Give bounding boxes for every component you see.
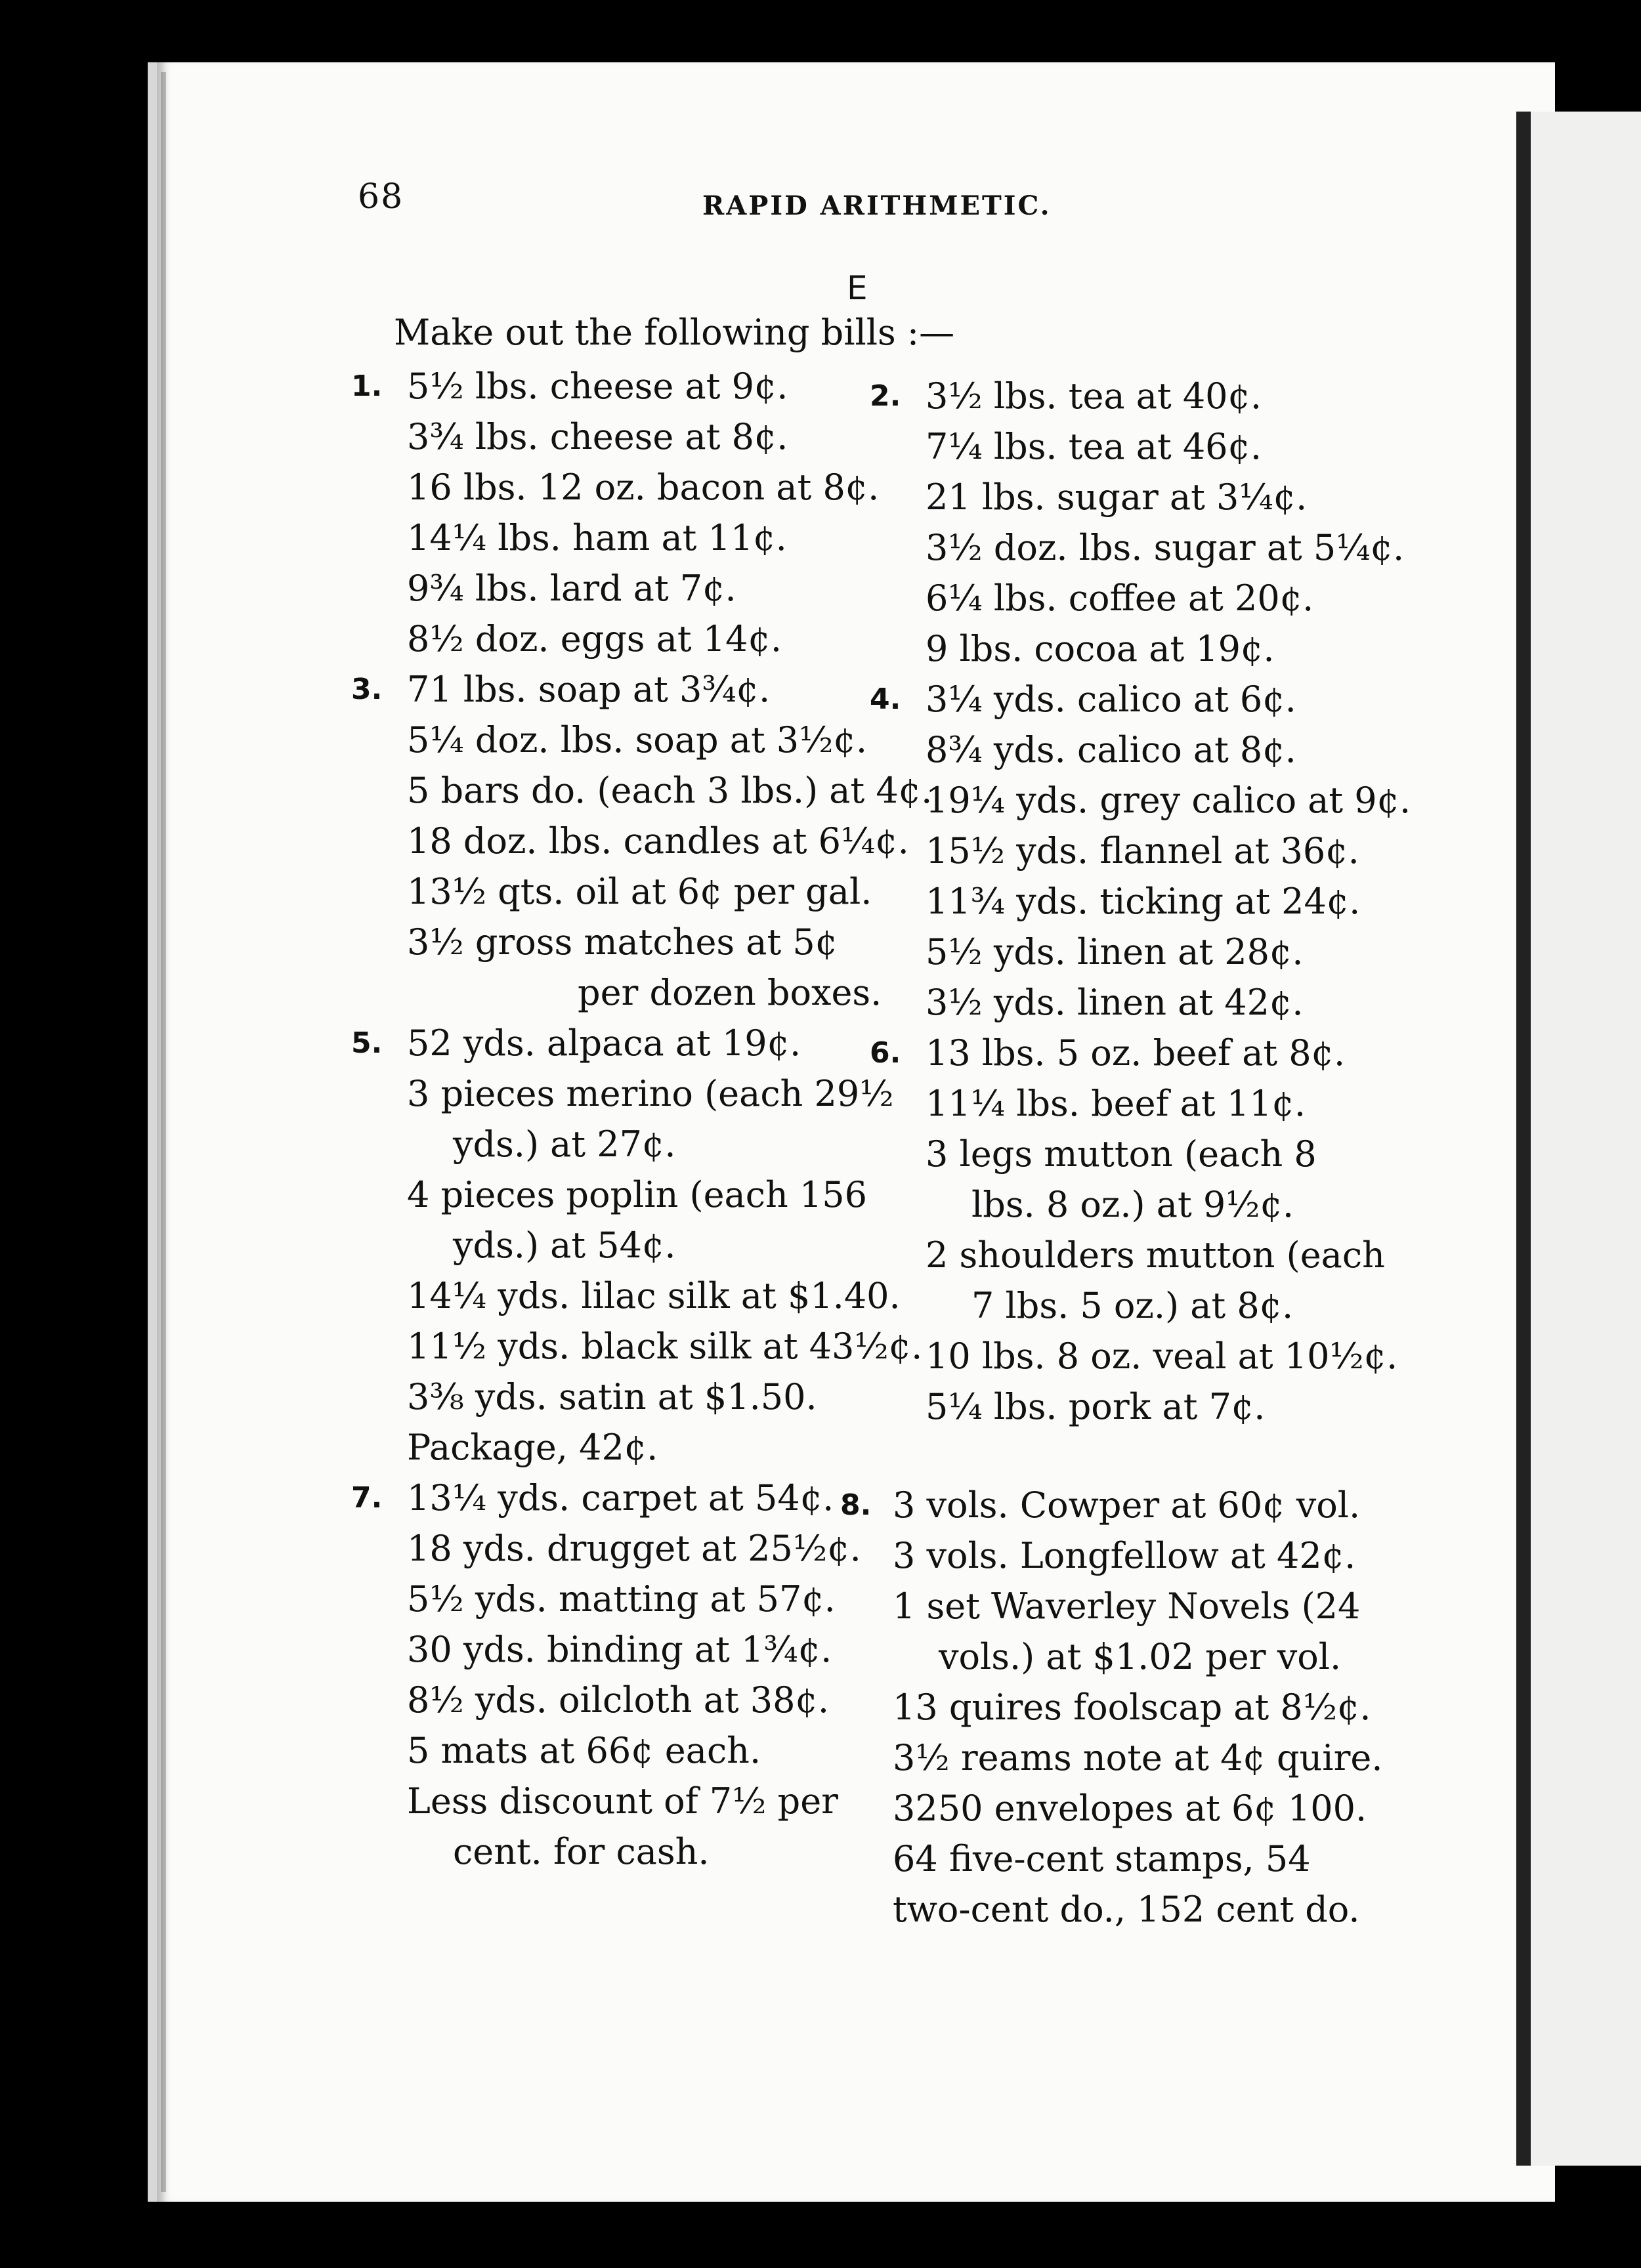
bill-line (893, 1732, 1383, 1783)
bill-line (926, 522, 1411, 573)
bill-line-text: per dozen boxes. (578, 972, 882, 1013)
bill-line (407, 1372, 932, 1422)
bill-line (840, 1480, 1383, 1530)
problem-number: 4. (870, 682, 901, 716)
bill-line-text: 5½ yds. matting at 57¢. (407, 1578, 836, 1620)
bill-line (351, 1018, 932, 1068)
bill-line-text: 5 mats at 66¢ each. (407, 1730, 761, 1771)
problem-number: 6. (870, 1036, 901, 1070)
facing-page-edge (1516, 112, 1641, 2166)
bill-line-text: 6¼ lbs. coffee at 20¢. (926, 578, 1314, 619)
bill-line-text: 7 lbs. 5 oz.) at 8¢. (971, 1285, 1294, 1326)
bill-line-text: 3⅜ yds. satin at $1.50. (407, 1376, 817, 1418)
bill-line (407, 866, 932, 917)
bill-line (926, 826, 1411, 876)
bill-line (926, 1078, 1411, 1129)
right-column (870, 371, 1411, 1432)
bill-line-text: 8½ doz. eggs at 14¢. (407, 618, 782, 660)
bill-line-text: 16 lbs. 12 oz. bacon at 8¢. (407, 467, 880, 508)
bill-line-text: vols.) at $1.02 per vol. (939, 1636, 1342, 1677)
bill-line (407, 1675, 932, 1725)
bill-line-text: 5¼ lbs. pork at 7¢. (926, 1386, 1266, 1427)
bill-line (926, 977, 1411, 1028)
bill-line (407, 411, 932, 462)
bill-line (407, 1523, 932, 1574)
bill-line-text: 14¼ lbs. ham at 11¢. (407, 517, 787, 558)
bill-line (407, 1119, 932, 1169)
bill-line (893, 1631, 1383, 1682)
bill-line (407, 765, 932, 816)
bill-line (870, 1028, 1411, 1078)
bill-line-text: 30 yds. binding at 1¾¢. (407, 1629, 832, 1670)
bill-line-text: 3¼ yds. calico at 6¢. (926, 679, 1296, 720)
bill-line-text: 3½ yds. linen at 42¢. (926, 982, 1304, 1023)
page-number: 68 (358, 177, 404, 217)
bill-line-text: 3½ lbs. tea at 40¢. (926, 375, 1262, 417)
bill-line-text: 3¾ lbs. cheese at 8¢. (407, 416, 788, 457)
bill-line-text: 21 lbs. sugar at 3¼¢. (926, 476, 1308, 518)
bill-line (407, 462, 932, 513)
bill-line-text: 3 vols. Longfellow at 42¢. (893, 1535, 1356, 1576)
bill-line (926, 623, 1411, 674)
bill-line (407, 1068, 932, 1119)
bill-line (407, 816, 932, 866)
bill-line-text: 52 yds. alpaca at 19¢. (407, 1022, 801, 1064)
bill-line-text: yds.) at 27¢. (453, 1124, 676, 1165)
bill-line (893, 1682, 1383, 1732)
bill-line-text: 8½ yds. oilcloth at 38¢. (407, 1679, 829, 1721)
bill-line (407, 1624, 932, 1675)
bill-line-text: yds.) at 54¢. (453, 1225, 676, 1266)
bill-line (407, 563, 932, 614)
bill-line-text: 3 vols. Cowper at 60¢ vol. (893, 1484, 1361, 1526)
bill-line (407, 513, 932, 563)
bill-line-text: 8¾ yds. calico at 8¢. (926, 729, 1296, 770)
bill-line-text: 18 doz. lbs. candles at 6¼¢. (407, 820, 909, 862)
problem-number: 2. (870, 379, 901, 413)
bill-line-text: 5 bars do. (each 3 lbs.) at 4¢. (407, 770, 933, 811)
bill-line-text: 13 lbs. 5 oz. beef at 8¢. (926, 1032, 1346, 1074)
bill-line (870, 371, 1411, 421)
bill-line-text: cent. for cash. (453, 1831, 710, 1872)
problem-number: 5. (351, 1026, 383, 1060)
bill-line (407, 1270, 932, 1321)
bill-line (926, 1280, 1411, 1331)
bill-line-text: 71 lbs. soap at 3¾¢. (407, 669, 771, 710)
right-column-bottom (840, 1480, 1383, 1935)
bill-line-text: 5¼ doz. lbs. soap at 3½¢. (407, 719, 868, 761)
problem-number: 3. (351, 673, 383, 706)
bill-line (407, 1574, 932, 1624)
bill-line (926, 876, 1411, 927)
bill-line (926, 1381, 1411, 1432)
bill-line-text: 11¾ yds. ticking at 24¢. (926, 881, 1361, 922)
bill-line-text: 19¼ yds. grey calico at 9¢. (926, 780, 1411, 821)
bill-line (870, 674, 1411, 724)
bill-line (926, 421, 1411, 472)
bill-line (926, 573, 1411, 623)
bill-line (926, 927, 1411, 977)
bill-line (926, 775, 1411, 826)
bill-line (407, 1321, 932, 1372)
bill-line (926, 472, 1411, 522)
bill-line-text: 18 yds. drugget at 25½¢. (407, 1528, 861, 1569)
left-column (351, 361, 933, 1877)
bill-line (926, 724, 1411, 775)
bill-line-text: 14¼ yds. lilac silk at $1.40. (407, 1275, 901, 1316)
bill-line (407, 1169, 932, 1220)
bill-line (407, 917, 932, 967)
bill-line (407, 1725, 932, 1776)
bill-line (407, 614, 932, 664)
bill-line (407, 715, 932, 765)
problem-number: 8. (840, 1488, 872, 1522)
bill-line-text: 7¼ lbs. tea at 46¢. (926, 426, 1262, 467)
bill-line (893, 1530, 1383, 1581)
bill-line (893, 1884, 1383, 1935)
bill-line-text: 5½ yds. linen at 28¢. (926, 931, 1304, 973)
bill-line-text: 64 five-cent stamps, 54 (893, 1838, 1311, 1880)
bill-line-text: 3½ reams note at 4¢ quire. (893, 1737, 1383, 1778)
bill-line-text: 13¼ yds. carpet at 54¢. (407, 1477, 834, 1519)
bill-line-text: 3½ doz. lbs. sugar at 5¼¢. (926, 527, 1405, 568)
bill-line-text: 3½ gross matches at 5¢ (407, 921, 838, 963)
section-letter: E (847, 269, 868, 307)
bill-line (893, 1783, 1383, 1834)
bill-line-text: 3 pieces merino (each 29½ (407, 1073, 894, 1114)
bill-line-text: 9¾ lbs. lard at 7¢. (407, 568, 736, 609)
bill-line-text: 3 legs mutton (each 8 (926, 1133, 1317, 1175)
bill-line (407, 1220, 932, 1270)
bill-line-text: 15½ yds. flannel at 36¢. (926, 830, 1359, 872)
bill-line (893, 1581, 1383, 1631)
bill-line (407, 967, 932, 1018)
bill-line (407, 1776, 932, 1826)
problem-number: 1. (351, 369, 383, 403)
bill-line (407, 1826, 932, 1877)
bill-line (351, 361, 932, 411)
intro-text: Make out the following bills :— (394, 312, 955, 353)
bill-line-text: 1 set Waverley Novels (24 (893, 1586, 1361, 1627)
bill-line-text: 4 pieces poplin (each 156 (407, 1174, 867, 1215)
bill-line (893, 1834, 1383, 1884)
bill-line-text: lbs. 8 oz.) at 9½¢. (971, 1184, 1294, 1225)
page-gutter-shadow (161, 72, 166, 2192)
bill-line-text: Package, 42¢. (407, 1427, 658, 1468)
bill-line-text: Less discount of 7½ per (407, 1780, 838, 1822)
problem-number: 7. (351, 1481, 383, 1515)
bill-line-text: 2 shoulders mutton (each (926, 1234, 1385, 1276)
bill-line-text: 9 lbs. cocoa at 19¢. (926, 628, 1275, 669)
running-head: RAPID ARITHMETIC. (702, 190, 1052, 221)
bill-line-text: 10 lbs. 8 oz. veal at 10½¢. (926, 1335, 1398, 1377)
bill-line (926, 1230, 1411, 1280)
bill-line (351, 664, 932, 715)
bill-line-text: 13½ qts. oil at 6¢ per gal. (407, 871, 872, 912)
bill-line-text: 3250 envelopes at 6¢ 100. (893, 1788, 1367, 1829)
bill-line (926, 1179, 1411, 1230)
bill-line-text: 13 quires foolscap at 8½¢. (893, 1687, 1371, 1728)
bill-line (926, 1129, 1411, 1179)
bill-line-text: 5½ lbs. cheese at 9¢. (407, 366, 788, 407)
bill-line (407, 1422, 932, 1473)
bill-line-text: 11½ yds. black silk at 43½¢. (407, 1326, 923, 1367)
bill-line (926, 1331, 1411, 1381)
bill-line-text: two-cent do., 152 cent do. (893, 1889, 1360, 1930)
bill-line-text: 11¼ lbs. beef at 11¢. (926, 1083, 1306, 1124)
